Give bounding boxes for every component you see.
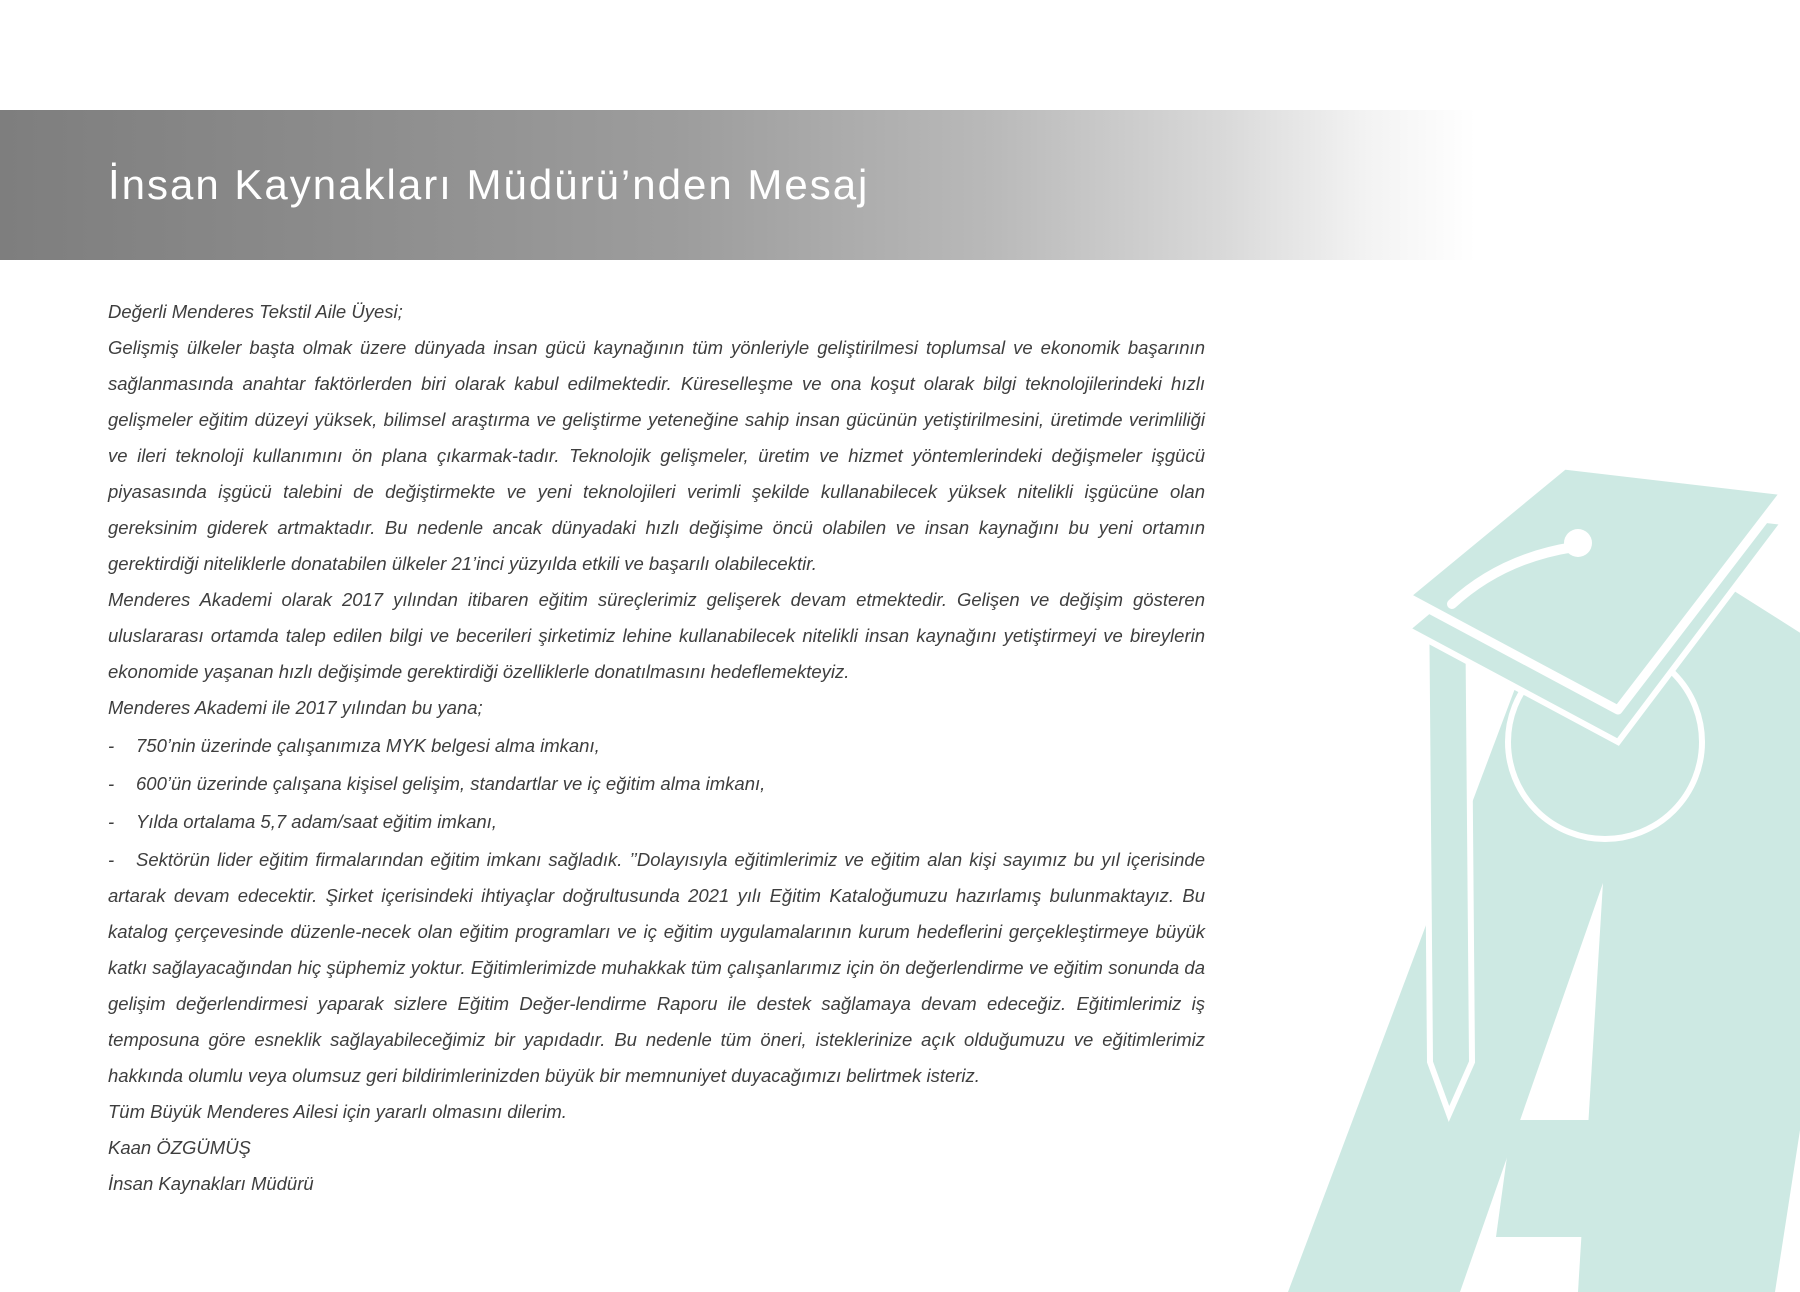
signature-name: Kaan ÖZGÜMÜŞ <box>108 1137 251 1158</box>
bullet-dash: - <box>108 735 115 756</box>
greeting-line: Değerli Menderes Tekstil Aile Üyesi; <box>108 301 403 322</box>
bullet-text: 600’ün üzerinde çalışana kişisel gelişim, standartlar ve iç eğitim alma imkanı, <box>136 773 766 794</box>
akademi-graduation-cap-watermark-icon <box>1150 392 1800 1292</box>
paragraph: Gelişmiş ülkeler başta olmak üzere dünyada insan gücü kaynağının tüm yönleriyle geliştirilmesi toplumsal ve ekonomik başarının sağlanmasında anahtar faktörlerden biri olarak kabul edilmektedir. Küreselleşme ve ona koşut olarak bilgi teknolojilerindeki hızlı gelişmeler eğitim düzeyi yüksek, bilimsel araştırma ve geliştirme yeteneğine sahip insan gücünün yetiştirilmesini, üretimde verimliliği ve ileri teknoloji kullanımını ön plana çıkarmak-tadır. Teknolojik gelişmeler, üretim ve hizmet yöntemlerindeki değişmeler işgücü piyasasında işgücü talebini de değiştirmekte ve yeni teknolojileri verimli şekilde kullanabilecek yüksek nitelikli işgücüne olan gereksinim giderek artmaktadır. Bu nedenle ancak dünyadaki hızlı değişime öncü olabilen ve insan kaynağını bu yeni ortamın gerektirdiği niteliklerle donatabilen ülkeler 21’inci yüzyılda etkili ve başarılı olabilecektir. <box>108 337 1205 574</box>
bullet-text: 750’nin üzerinde çalışanımıza MYK belgesi alma imkanı, <box>136 735 600 756</box>
list-intro: Menderes Akademi ile 2017 yılından bu yana; <box>108 697 483 718</box>
bullet-text: Yılda ortalama 5,7 adam/saat eğitim imkanı, <box>136 811 497 832</box>
closing-line: Tüm Büyük Menderes Ailesi için yararlı olmasını dilerim. <box>108 1101 567 1122</box>
signature-title: İnsan Kaynakları Müdürü <box>108 1173 314 1194</box>
bullet-text: Sektörün lider eğitim firmalarından eğitim imkanı sağladık. ’’Dolayısıyla eğitimlerimiz ve eğitim alan kişi sayımız bu yıl içerisinde artarak devam edecektir. Şirket içerisindeki ihtiyaçlar doğrultusunda 2021 yılı Eğitim Kataloğumuzu hazırlamış bulunmaktayız. Bu katalog çerçevesinde düzenle-necek olan eğitim programları ve iç eğitim uygulamalarının kurum hedeflerini gerçekleştirmeye büyük katkı sağlayacağından hiç şüphemiz yoktur. Eğitimlerimizde muhakkak tüm çalışanlarımız için ön değerlendirme ve eğitim sonunda da gelişim değerlendirmesi yaparak sizlere Eğitim Değer-lendirme Raporu ile destek sağlamaya devam edeceğiz. Eğitimlerimiz iş temposuna göre esneklik sağlayabileceğimiz bir yapıdadır. Bu nedenle tüm öneri, isteklerinize açık olduğumuzu ve eğitimlerimiz hakkında olumlu veya olumsuz geri bildirimlerinizden büyük bir memnuniyet duyacağımızı belirtmek isteriz. <box>108 849 1205 1086</box>
bullet-item <box>108 728 1205 764</box>
bullet-dash: - <box>108 811 115 832</box>
bullet-dash: - <box>108 849 115 870</box>
title-banner <box>0 110 1800 260</box>
bullet-item <box>108 842 1205 1094</box>
bullet-item <box>108 804 1205 840</box>
message-body <box>108 294 1205 1202</box>
page-title: İnsan Kaynakları Müdürü’nden Mesaj <box>108 161 870 208</box>
bullet-item <box>108 766 1205 802</box>
paragraph: Menderes Akademi olarak 2017 yılından itibaren eğitim süreçlerimiz gelişerek devam etmektedir. Gelişen ve değişim gösteren uluslararası ortamda talep edilen bilgi ve becerileri şirketimiz lehine kullanabilecek nitelikli insan kaynağını yetiştirmeyi ve bireylerin ekonomide yaşanan hızlı değişimde gerektirdiği özelliklerle donatılmasını hedeflemekteyiz. <box>108 589 1205 682</box>
bullet-dash: - <box>108 773 115 794</box>
